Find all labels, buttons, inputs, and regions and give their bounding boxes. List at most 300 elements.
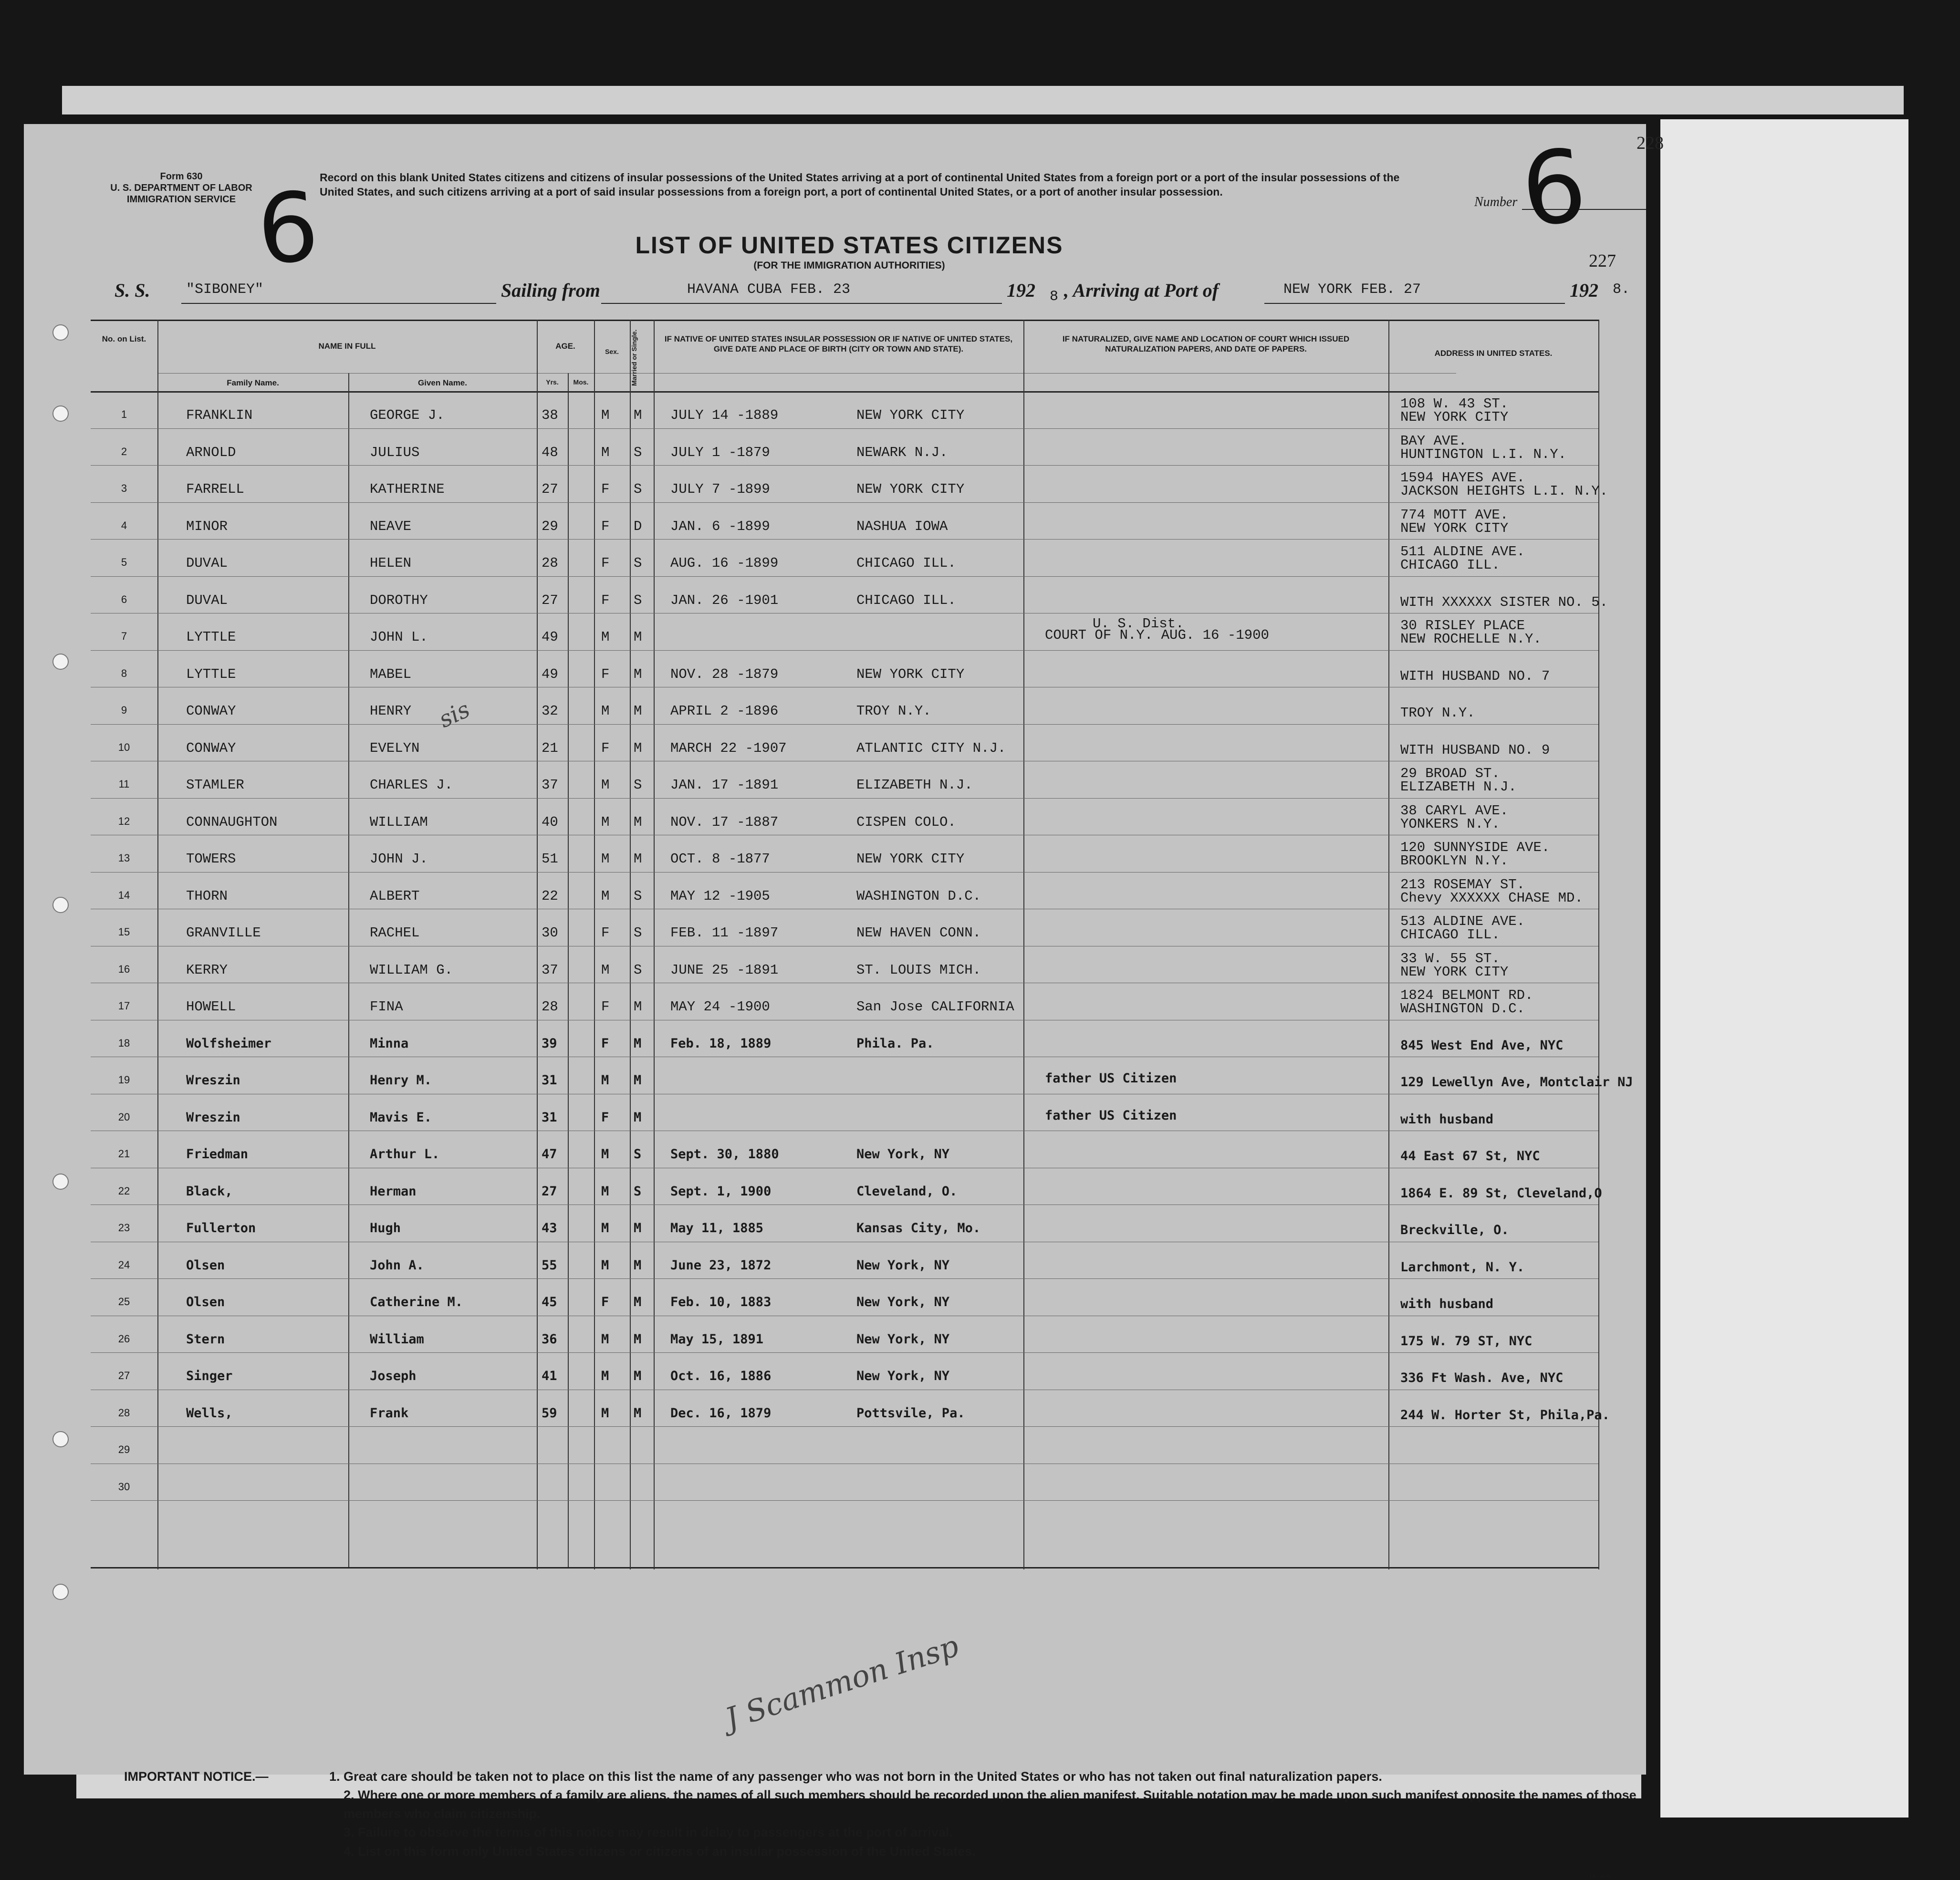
row-number: 13 [118,852,130,864]
row-number: 26 [118,1332,130,1345]
cell-age: 37 [542,777,558,793]
cell-addr1: 774 MOTT AVE. [1400,507,1509,523]
cell-ms: M [634,1331,642,1347]
cell-ms: S [634,1147,642,1162]
cell-date: NOV. 17 -1887 [670,814,779,830]
punch-hole [52,405,69,422]
cell-place: CHICAGO ILL. [856,555,956,571]
cell-given: Hugh [370,1221,401,1236]
cell-place: San Jose CALIFORNIA [856,999,1014,1015]
sailing-from-label: Sailing from [501,280,600,301]
col-rule [1388,320,1389,1569]
cell-addr1: 33 W. 55 ST. [1400,950,1500,966]
cell-given: Arthur L. [370,1147,440,1162]
cell-addr1: 511 ALDINE AVE. [1400,544,1525,560]
cell-date: May 11, 1885 [670,1221,764,1236]
cell-addr1: BAY AVE. [1400,433,1467,449]
cell-date: MARCH 22 -1907 [670,740,787,756]
cell-age: 43 [542,1221,557,1236]
cell-family: Stern [186,1331,225,1347]
cell-given: NEAVE [370,518,412,534]
cell-family: Wreszin [186,1073,240,1088]
cell-family: STAMLER [186,777,244,793]
cell-family: Olsen [186,1295,225,1309]
col-rule [630,320,631,1569]
notice-item-2: 2. Where one or more members of a family are aliens, the names of all such members should be recorded upon the alien manifest. Suitable notation may be made upon such manifest opposite the names of those members who claim citizenship. [344,1788,1637,1821]
row-number: 11 [118,778,130,790]
cell-date: MAY 12 -1905 [670,888,770,904]
cell-family: KERRY [186,962,228,978]
number-label: Number [1474,195,1518,209]
cell-given: Frank [370,1405,409,1421]
cell-given: EVELYN [370,740,420,756]
header-months: Mos. [573,378,589,386]
cell-date: Oct. 16, 1886 [670,1369,771,1383]
manifest-page [24,124,1646,1880]
cell-age: 51 [542,851,558,867]
cell-addr2: BROOKLYN N.Y. [1400,853,1509,869]
row-number: 30 [118,1480,130,1493]
year-suffix-2: 8. [1613,281,1630,298]
notice-item-4: 4. List on this form only United States citizens or citizens of an insular possession of the United States. [344,1844,976,1859]
cell-date: Dec. 16, 1879 [670,1405,771,1421]
row-number: 15 [118,926,130,938]
cell-date: Feb. 10, 1883 [670,1295,771,1309]
cell-ms: D [634,518,642,534]
punch-hole [52,1584,69,1600]
cell-given: William [370,1331,424,1347]
underlying-sheet-top [62,86,1904,114]
cell-place: ATLANTIC CITY N.J. [856,740,1006,756]
form-identifier [105,171,258,205]
cell-ms: M [634,740,642,756]
cell-addr2: WITH HUSBAND NO. 7 [1400,668,1550,684]
notice-heading: IMPORTANT NOTICE.— [124,1769,269,1784]
arriving-value: NEW YORK FEB. 27 [1283,281,1421,298]
list-title: LIST OF UNITED STATES CITIZENS [635,232,1063,259]
cell-sex: F [601,925,610,941]
cell-addr2: with husband [1400,1297,1494,1311]
header-bottom-rule [91,391,1598,393]
cell-addr2: YONKERS N.Y. [1400,816,1500,832]
cell-family: GRANVILLE [186,925,261,941]
cell-age: 27 [542,592,558,608]
cell-age: 55 [542,1257,557,1273]
cell-ms: M [634,629,642,645]
row-rule [91,1500,1598,1501]
cell-date: Sept. 30, 1880 [670,1147,779,1162]
header-married-single: Married or Single. [630,329,638,386]
cell-given: Mavis E. [370,1110,432,1125]
cell-ms: M [634,666,642,682]
row-rule [91,428,1598,429]
sailing-from-line [601,303,1002,304]
header-name-in-full: NAME IN FULL [318,342,376,351]
cell-sex: F [601,1110,609,1125]
cell-family: Fullerton [186,1221,256,1236]
row-number: 24 [118,1258,130,1271]
cell-given: FINA [370,999,403,1015]
inspector-signature: J Scammon Insp [721,1628,963,1736]
cell-place: CHICAGO ILL. [856,592,956,608]
row-number: 18 [118,1037,130,1049]
cell-date: JAN. 26 -1901 [670,592,779,608]
cell-addr2: WITH XXXXXX SISTER NO. 5. [1400,594,1608,610]
row-number: 3 [121,482,127,494]
year-prefix-2: 192 [1570,280,1598,301]
cell-addr1: 1594 HAYES AVE. [1400,470,1525,486]
cell-ms: M [634,1369,642,1383]
cell-sex: M [601,1257,609,1273]
row-number: 5 [121,556,127,568]
cell-addr1: 513 ALDINE AVE. [1400,914,1525,929]
cell-sex: M [601,777,610,793]
cell-family: ARNOLD [186,444,236,460]
row-number: 27 [118,1370,130,1381]
cell-family: MINOR [186,518,228,534]
cell-addr2: ELIZABETH N.J. [1400,779,1517,795]
cell-addr2: 336 Ft Wash. Ave, NYC [1400,1371,1564,1385]
handwritten-sis-note: sis [435,696,474,734]
row-rule [91,1426,1598,1427]
cell-addr2: JACKSON HEIGHTS L.I. N.Y. [1400,483,1608,499]
cell-place: NEW YORK CITY [856,666,965,682]
service-name: IMMIGRATION SERVICE [126,194,236,205]
cell-given: CHARLES J. [370,777,453,793]
form-number: Form 630 [160,171,203,182]
cell-age: 39 [542,1036,557,1051]
row-number: 14 [118,889,130,901]
cell-age: 32 [542,703,558,719]
cell-family: Black, [186,1184,233,1199]
row-number: 6 [121,593,127,605]
cell-addr1: 120 SUNNYSIDE AVE. [1400,840,1550,855]
row-rule [91,798,1598,799]
cell-given: DOROTHY [370,592,428,608]
cell-place: NEW YORK CITY [856,851,965,867]
cell-place: NASHUA IOWA [856,518,948,534]
header-address: ADDRESS IN UNITED STATES. [1434,349,1553,358]
cell-age: 40 [542,814,558,830]
cell-place: Cleveland, O. [856,1184,958,1199]
cell-given: John A. [370,1257,424,1273]
cell-addr2: 845 West End Ave, NYC [1400,1038,1564,1053]
cell-sex: M [601,1073,609,1088]
col-rule [1023,320,1024,1569]
cell-sex: F [601,1295,609,1309]
row-number: 29 [118,1444,130,1455]
cell-nat2: COURT OF N.Y. AUG. 16 -1900 [1045,627,1269,643]
cell-addr2: NEW YORK CITY [1400,964,1509,980]
cell-ms: M [634,851,642,867]
cell-nat1: U. S. Dist. [1093,616,1184,632]
cell-family: CONNAUGHTON [186,814,278,830]
cell-date: JULY 14 -1889 [670,407,779,423]
cell-age: 27 [542,481,558,497]
cell-place: TROY N.Y. [856,703,931,719]
row-number: 1 [121,408,127,420]
cell-date: May 15, 1891 [670,1331,764,1347]
col-rule [654,320,655,1569]
cell-addr1: 108 W. 43 ST. [1400,396,1509,412]
cell-place: New York, NY [856,1331,950,1347]
cell-place: Pottsvile, Pa. [856,1405,965,1421]
cell-age: 49 [542,629,558,645]
row-rule [91,539,1598,540]
page-number: 227 [1589,251,1616,271]
cell-addr2: CHICAGO ILL. [1400,557,1500,573]
row-number: 10 [118,741,130,753]
table-bottom-rule [91,1567,1598,1568]
cell-sex: M [601,962,610,978]
cell-age: 48 [542,444,558,460]
cell-age: 59 [542,1405,557,1421]
cell-addr2: NEW ROCHELLE N.Y. [1400,631,1542,647]
cell-place: New York, NY [856,1257,950,1273]
cell-sex: M [601,888,610,904]
cell-nat2: father US Citizen [1045,1108,1177,1123]
cell-given: JULIUS [370,444,420,460]
header-birth: IF NATIVE OF UNITED STATES INSULAR POSSESSION OR IF NATIVE OF UNITED STATES, GIVE DATE AND PLACE OF BIRTH (CITY OR TOWN AND STATE). [664,334,1013,354]
cell-place: NEW YORK CITY [856,407,965,423]
cell-ms: M [634,703,642,719]
cell-family: CONWAY [186,740,236,756]
handwritten-number-left: 6 [253,171,323,287]
cell-family: FRANKLIN [186,407,253,423]
handwritten-number-right: 6 [1516,126,1592,250]
cell-given: JOHN J. [370,851,428,867]
cell-age: 27 [542,1184,557,1199]
cell-date: June 23, 1872 [670,1257,771,1273]
cell-ms: M [634,1257,642,1273]
cell-addr2: HUNTINGTON L.I. N.Y. [1400,446,1567,462]
cell-ms: S [634,777,642,793]
ship-name-line [181,303,496,304]
cell-sex: M [601,814,610,830]
cell-addr1: 29 BROAD ST. [1400,766,1500,781]
cell-given: KATHERINE [370,481,445,497]
cell-date: JULY 1 -1879 [670,444,770,460]
cell-age: 31 [542,1110,557,1125]
cell-date: JUNE 25 -1891 [670,962,779,978]
cell-date: Feb. 18, 1889 [670,1036,771,1051]
cell-ms: M [634,1110,642,1125]
header-family-name: Family Name. [227,378,279,387]
cell-given: GEORGE J. [370,407,445,423]
cell-age: 29 [542,518,558,534]
year-suffix-1: 8 [1050,289,1059,305]
cell-given: MABEL [370,666,412,682]
cell-given: Minna [370,1036,409,1051]
cell-sex: F [601,740,610,756]
cell-addr2: Larchmont, N. Y. [1400,1259,1525,1275]
cell-family: Wolfsheimer [186,1036,271,1051]
sailing-from-value: HAVANA CUBA FEB. 23 [687,281,851,298]
cell-date: JAN. 17 -1891 [670,777,779,793]
cell-date: OCT. 8 -1877 [670,851,770,867]
row-number: 25 [118,1296,130,1308]
punch-hole [52,1174,69,1190]
row-number: 9 [121,704,127,716]
header-age: AGE. [555,342,575,351]
cell-sex: F [601,1036,609,1051]
cell-ms: S [634,888,642,904]
cell-family: LYTTLE [186,629,236,645]
cell-sex: F [601,666,610,682]
cell-sex: F [601,555,610,571]
form-instructions: Record on this blank United States citizens and citizens of insular possessions of the United States arriving at a port of continental United States from a foreign port or a port of the insular possessions of the United States, and such citizens arriving at a port of said insular possessions from a foreign port, a port of continental United States, or a port of another insular possession. [320,171,1400,198]
cell-ms: M [634,1221,642,1236]
cell-family: Wreszin [186,1110,240,1125]
row-rule [91,465,1598,466]
ship-name: "SIBONEY" [186,281,264,298]
cell-place: New York, NY [856,1369,950,1383]
underlying-sheet-right [1660,119,1908,1818]
cell-given: ALBERT [370,888,420,904]
cell-addr2: CHICAGO ILL. [1400,927,1500,943]
cell-age: 36 [542,1331,557,1347]
cell-ms: M [634,1295,642,1309]
header-subrule [157,373,1456,374]
row-rule [91,1278,1598,1279]
department-name: U. S. DEPARTMENT OF LABOR [110,183,252,193]
cell-addr2: with husband [1400,1111,1494,1127]
cell-sex: M [601,1405,609,1421]
cell-addr1: 1824 BELMONT RD. [1400,987,1533,1003]
cell-sex: M [601,1147,609,1162]
row-number: 2 [121,445,127,457]
cell-family: Singer [186,1369,233,1383]
cell-family: LYTTLE [186,666,236,682]
col-rule [568,373,569,1567]
row-number: 12 [118,815,130,827]
cell-ms: S [634,555,642,571]
header-years: Yrs. [546,378,559,386]
cell-date: NOV. 28 -1879 [670,666,779,682]
cell-ms: M [634,999,642,1015]
header-no: No. on List. [102,334,146,343]
col-rule [1598,320,1599,1569]
cell-age: 37 [542,962,558,978]
table-top-rule [91,320,1598,321]
cell-given: WILLIAM G. [370,962,453,978]
row-number: 21 [118,1148,130,1160]
cell-given: HENRY [370,703,412,719]
cell-sex: M [601,1221,609,1236]
cell-place: ST. LOUIS MICH. [856,962,981,978]
cell-place: Phila. Pa. [856,1036,934,1051]
cell-family: CONWAY [186,703,236,719]
next-page-number: 228 [1637,133,1664,153]
punch-hole [52,324,69,341]
cell-date: APRIL 2 -1896 [670,703,779,719]
row-number: 7 [121,630,127,642]
cell-family: Wells, [186,1405,233,1421]
arriving-label: , Arriving at Port of [1064,280,1219,301]
cell-addr1: 213 ROSEMAY ST. [1400,876,1525,893]
cell-ms: S [634,925,642,941]
cell-ms: S [634,962,642,978]
cell-family: DUVAL [186,555,228,571]
cell-nat2: father US Citizen [1045,1071,1177,1086]
cell-ms: M [634,1073,642,1088]
row-rule [91,650,1598,651]
cell-date: JAN. 6 -1899 [670,518,770,534]
cell-date: FEB. 11 -1897 [670,925,779,941]
cell-family: THORN [186,888,228,904]
important-notice [124,1767,1670,1861]
cell-age: 49 [542,666,558,682]
cell-date: Sept. 1, 1900 [670,1184,771,1199]
cell-place: New York, NY [856,1147,950,1162]
cell-sex: M [601,703,610,719]
year-prefix-1: 192 [1007,280,1035,301]
cell-ms: S [634,481,642,497]
cell-sex: F [601,481,610,497]
col-rule [348,373,349,1567]
cell-date: JULY 7 -1899 [670,481,770,497]
cell-given: Herman [370,1184,417,1199]
cell-addr2: 175 W. 79 ST, NYC [1400,1333,1533,1349]
row-number: 17 [118,1000,130,1012]
row-number: 22 [118,1184,130,1197]
cell-age: 41 [542,1369,557,1383]
citizens-table [91,320,1633,1569]
cell-place: CISPEN COLO. [856,814,956,830]
cell-addr2: Chevy XXXXXX CHASE MD. [1400,890,1583,906]
row-rule [91,576,1598,577]
punch-hole [52,1431,69,1447]
cell-sex: M [601,407,610,423]
cell-place: NEWARK N.J. [856,444,948,460]
cell-place: Kansas City, Mo. [856,1221,981,1236]
cell-ms: S [634,592,642,608]
cell-sex: M [601,629,610,645]
cell-sex: M [601,851,610,867]
cell-place: WASHINGTON D.C. [856,888,981,904]
row-number: 16 [118,963,130,975]
cell-sex: M [601,1331,609,1347]
cell-place: NEW HAVEN CONN. [856,925,981,941]
row-number: 28 [118,1406,130,1419]
list-subtitle: (FOR THE IMMIGRATION AUTHORITIES) [753,260,945,271]
cell-sex: F [601,518,610,534]
cell-addr1: 30 RISLEY PLACE [1400,618,1525,634]
cell-addr1: 38 CARYL AVE. [1400,802,1509,819]
row-number: 23 [118,1222,130,1234]
punch-hole [52,654,69,670]
cell-given: Henry M. [370,1073,432,1088]
cell-date: AUG. 16 -1899 [670,555,779,571]
cell-family: Olsen [186,1257,225,1273]
header-given-name: Given Name. [418,378,467,387]
cell-ms: M [634,814,642,830]
row-rule [91,502,1598,503]
cell-ms: S [634,1184,642,1199]
cell-given: Joseph [370,1369,417,1383]
cell-ms: S [634,444,642,460]
cell-sex: M [601,1369,609,1383]
arriving-line [1264,303,1565,304]
cell-sex: M [601,1184,609,1199]
cell-age: 31 [542,1073,557,1088]
cell-given: Catherine M. [370,1295,463,1309]
cell-ms: M [634,1405,642,1421]
notice-item-1: IMPORTANT NOTICE.— 1. Great care should be taken not to place on this list the name of any passenger who was not born in the United States or who has not taken out final naturalization papers. [124,1767,1670,1786]
col-rule [157,320,158,1569]
row-number: 19 [118,1074,130,1086]
cell-given: RACHEL [370,925,420,941]
